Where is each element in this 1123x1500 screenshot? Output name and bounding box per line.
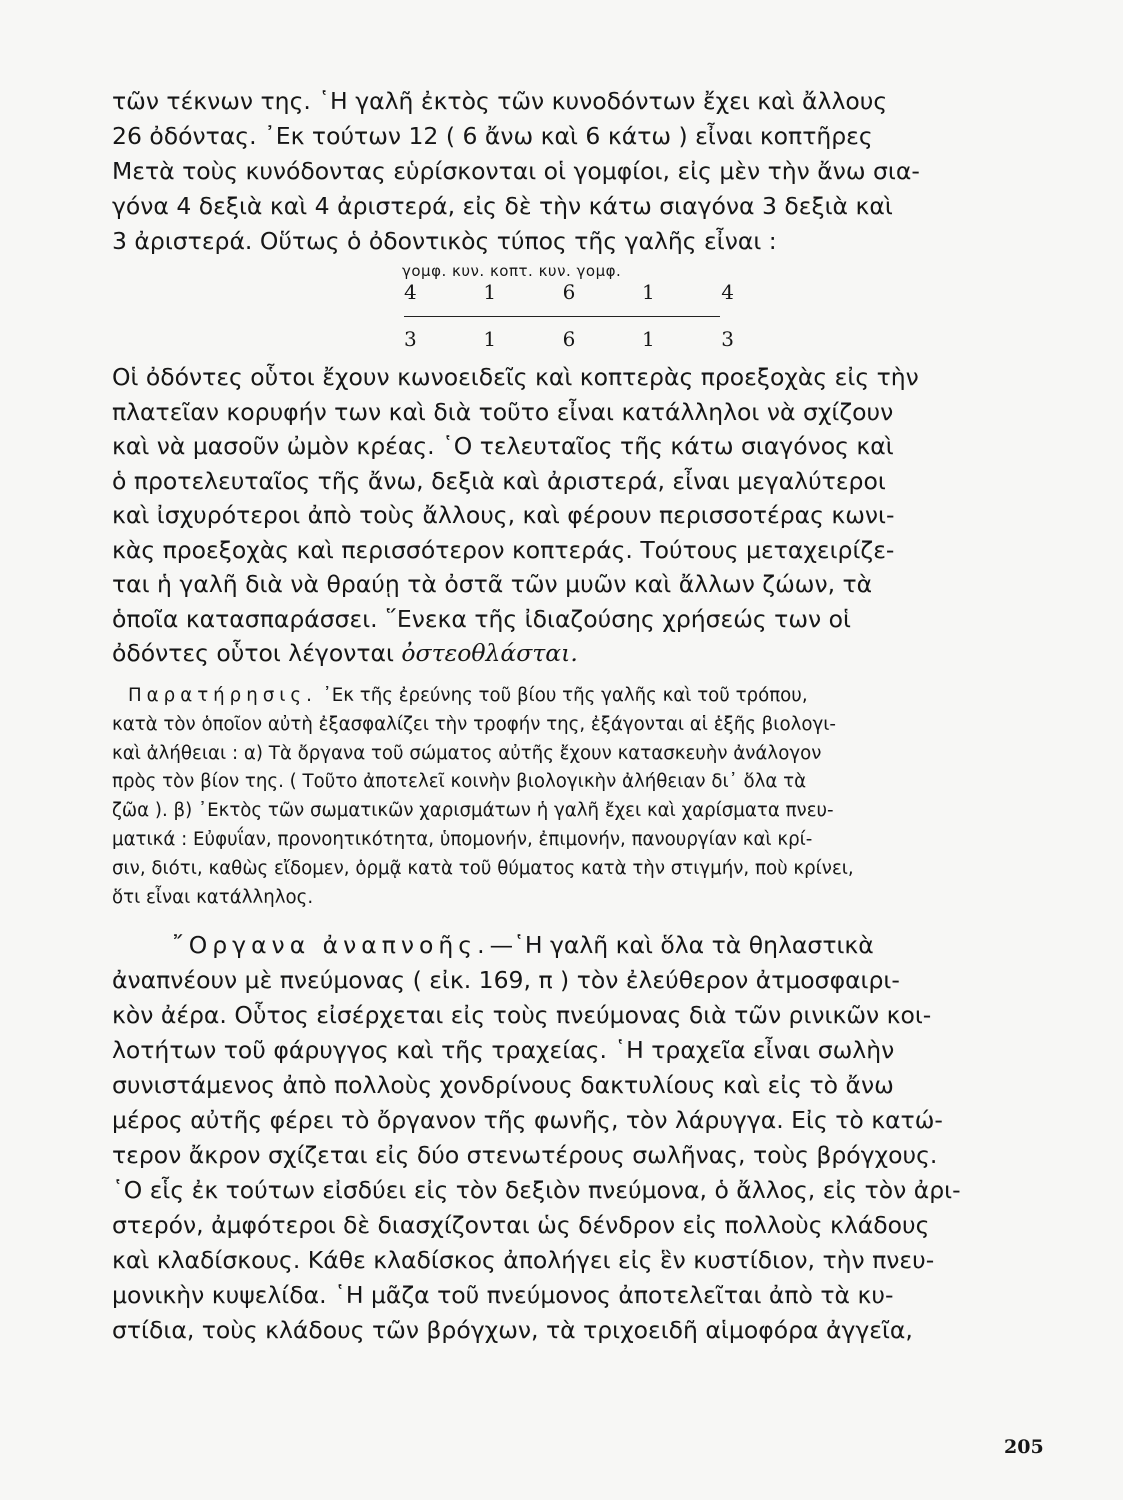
text-line: 3 ἀριστερά. Οὕτως ὁ ὀδοντικὸς τύπος τῆς γαλῆς εἶναι : [112, 227, 777, 255]
paragraph-teeth [112, 84, 1040, 259]
text-line: 26 ὀδόντας. ᾽Εκ τούτων 12 ( 6 ἄνω καὶ 6 κάτω ) εἶναι κοπτῆρες [112, 122, 873, 150]
text-line [112, 928, 1040, 963]
text-line: καὶ κλαδίσκους. Κάθε κλαδίσκος ἀπολήγει εἰς ἓν κυστίδιον, τὴν πνευ- [112, 1246, 935, 1274]
text-line: καὶ ἀλήθειαι : α) Τὰ ὄργανα τοῦ σώματος αὐτῆς ἔχουν κατασκευὴν ἀνάλογον [112, 742, 822, 764]
text-line: τερον ἄκρον σχίζεται εἰς δύο στενωτέρους σωλῆνας, τοὺς βρόγχους. [112, 1141, 938, 1169]
formula-value: 3 [721, 327, 734, 351]
formula-value: 1 [641, 280, 655, 304]
section-heading: ῎Οργανα ἀναπνοῆς. [172, 931, 490, 959]
text-line: στίδια, τοὺς κλάδους τῶν βρόγχων, τὰ τριχοειδῆ αἱμοφόρα ἀγγεῖα, [112, 1316, 913, 1344]
formula-divider [404, 316, 720, 317]
text-line: σιν, διότι, καθὼς εἴδομεν, ὁρμᾷ κατὰ τοῦ θύματος κατὰ τὴν στιγμήν, ποὺ κρίνει, [112, 857, 854, 879]
text-line: ματικά : Εὐφυΐαν, προνοητικότητα, ὑπομονήν, ἐπιμονήν, πανουργίαν καὶ κρί- [112, 828, 813, 850]
text-line: ὁποῖα κατασπαράσσει. ῞Ενεκα τῆς ἰδιαζούσης χρήσεώς των οἱ [112, 604, 851, 633]
text-line: μονικὴν κυψελίδα. ῾Η μᾶζα τοῦ πνεύμονος ἀποτελεῖται ἀπὸ τὰ κυ- [112, 1281, 894, 1309]
note-observation [112, 682, 1040, 912]
text-line [112, 636, 1040, 671]
dental-formula [398, 262, 738, 351]
text-line: ζῶα ). β) ᾽Εκτὸς τῶν σωματικῶν χαρισμάτων ἡ γαλῆ ἔχει καὶ χαρίσματα πνευ- [112, 800, 834, 822]
page-number: 205 [1004, 1436, 1044, 1458]
text-line: στερόν, ἀμφότεροι δὲ διασχίζονται ὡς δένδρον εἰς πολλοὺς κλάδους [112, 1211, 930, 1239]
formula-upper-row [398, 280, 734, 304]
formula-value: 4 [404, 280, 417, 304]
note-title: Παρατήρησις. [128, 685, 317, 706]
text-line: καὶ νὰ μασοῦν ὠμὸν κρέας. ῾Ο τελευταῖος τῆς κάτω σιαγόνος καὶ [112, 432, 894, 460]
formula-lower-row [398, 327, 734, 351]
text-line [128, 682, 1040, 711]
text-line: κὰς προεξοχὰς καὶ περισσότερον κοπτεράς. Τούτους μεταχειρίζε- [112, 535, 895, 564]
text-run: —῾Η γαλῆ καὶ ὅλα τὰ θηλαστικὰ [489, 931, 874, 959]
formula-value: 3 [404, 327, 417, 351]
text-line: γόνα 4 δεξιὰ καὶ 4 ἀριστερά, εἰς δὲ τὴν κάτω σιαγόνα 3 δεξιὰ καὶ [112, 192, 893, 220]
text-line: ὅτι εἶναι κατάλληλος. [112, 886, 314, 908]
text-run: ὀδόντες οὗτοι λέγονται [112, 639, 402, 667]
text-run: ᾽Εκ τῆς ἐρεύνης τοῦ βίου τῆς γαλῆς καὶ τοῦ τρόπου, [316, 685, 808, 706]
formula-value: 1 [483, 280, 497, 304]
text-line: ἀναπνέουν μὲ πνεύμονας ( εἰκ. 169, π ) τὸν ἐλεύθερον ἀτμοσφαιρι- [112, 966, 900, 994]
text-line: ὁ προτελευταῖος τῆς ἄνω, δεξιὰ καὶ ἀριστερά, εἶναι μεγαλύτεροι [112, 466, 886, 495]
formula-value: 1 [641, 327, 655, 351]
paragraph-teeth-description [112, 360, 1040, 671]
text-line: Μετὰ τοὺς κυνόδοντας εὑρίσκονται οἱ γομφίοι, εἰς μὲν τὴν ἄνω σια- [112, 157, 920, 185]
text-line: πρὸς τὸν βίον της. ( Τοῦτο ἀποτελεῖ κοινὴν βιολογικὴν ἀλήθειαν δι᾽ ὅλα τὰ [112, 771, 807, 793]
text-line: συνιστάμενος ἀπὸ πολλοὺς χονδρίνους δακτυλίους καὶ εἰς τὸ ἄνω [112, 1071, 894, 1099]
paragraph-respiratory-organs [112, 928, 1040, 1348]
text-line: ται ἡ γαλῆ διὰ νὰ θραύῃ τὰ ὀστᾶ τῶν μυῶν καὶ ἄλλων ζώων, τὰ [112, 570, 873, 598]
text-line: τῶν τέκνων της. ῾Η γαλῆ ἐκτὸς τῶν κυνοδόντων ἔχει καὶ ἄλλους [112, 87, 888, 115]
text-line: καὶ ἰσχυρότεροι ἀπὸ τοὺς ἄλλους, καὶ φέρουν περισσοτέρας κωνι- [112, 501, 895, 529]
formula-value: 4 [721, 280, 734, 304]
formula-labels: γομφ. κυν. κοπτ. κυν. γομφ. [402, 262, 622, 280]
text-line: πλατεῖαν κορυφήν των καὶ διὰ τοῦτο εἶναι κατάλληλοι νὰ σχίζουν [112, 397, 894, 426]
text-line: μέρος αὐτῆς φέρει τὸ ὄργανον τῆς φωνῆς, τὸν λάρυγγα. Εἰς τὸ κατώ- [112, 1106, 943, 1134]
formula-value: 6 [562, 280, 576, 304]
text-line: λοτήτων τοῦ φάρυγγος καὶ τῆς τραχείας. ῾Η τραχεῖα εἶναι σωλὴν [112, 1036, 895, 1064]
text-line: κατὰ τὸν ὁποῖον αὐτὴ ἐξασφαλίζει τὴν τροφήν της, ἐξάγονται αἱ ἑξῆς βιολογι- [112, 713, 836, 735]
term-osteothlastai: ὀστεοθλάσται. [401, 639, 578, 667]
formula-value: 1 [483, 327, 497, 351]
text-line: ῾Ο εἷς ἐκ τούτων εἰσδύει εἰς τὸν δεξιὸν πνεύμονα, ὁ ἄλλος, εἰς τὸν ἀρι- [112, 1176, 961, 1204]
text-line: κὸν ἀέρα. Οὗτος εἰσέρχεται εἰς τοὺς πνεύμονας διὰ τῶν ρινικῶν κοι- [112, 1001, 932, 1029]
formula-value: 6 [562, 327, 576, 351]
text-line: Οἱ ὀδόντες οὗτοι ἔχουν κωνοειδεῖς καὶ κοπτερὰς προεξοχὰς εἰς τὴν [112, 363, 919, 391]
